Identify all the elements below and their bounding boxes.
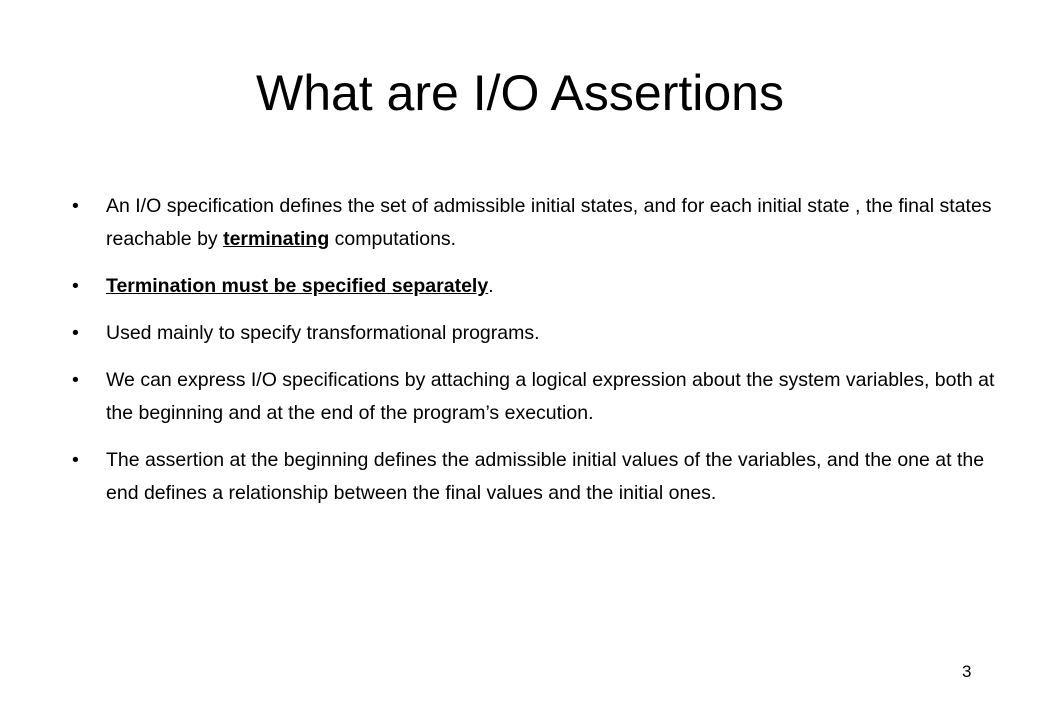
bullet-item [72,444,1002,510]
bullet-text-end: . [488,275,494,297]
bullet-marker: • [72,195,79,217]
bullet-marker: • [72,369,79,391]
bullet-text: Used mainly to specify transformational programs. [106,322,540,344]
slide-title: What are I/O Assertions [256,65,784,121]
bullet-item [72,270,1002,303]
bullet-text-end: computations. [329,228,457,250]
bullet-item [72,190,1002,256]
bullet-marker: • [72,322,79,344]
bullet-list [72,190,1002,524]
bullet-text: The assertion at the beginning defines the admissible initial values of the variables, and the one at the end defines a relationship between the final values and the initial ones. [106,449,985,504]
bullet-marker: • [72,275,79,297]
page-number: 3 [962,662,972,681]
underlined-statement: Termination must be specified separately [106,275,489,297]
bullet-item [72,364,1002,430]
underlined-term: terminating [223,228,330,250]
bullet-text: An I/O specification defines the set of admissible initial states, and for each initial state , the final states reachable by [106,195,992,250]
bullet-item [72,317,1002,350]
bullet-marker: • [72,449,79,471]
bullet-text: We can express I/O specifications by attaching a logical expression about the system variables, both at the beginning and at the end of the program’s execution. [106,369,995,424]
